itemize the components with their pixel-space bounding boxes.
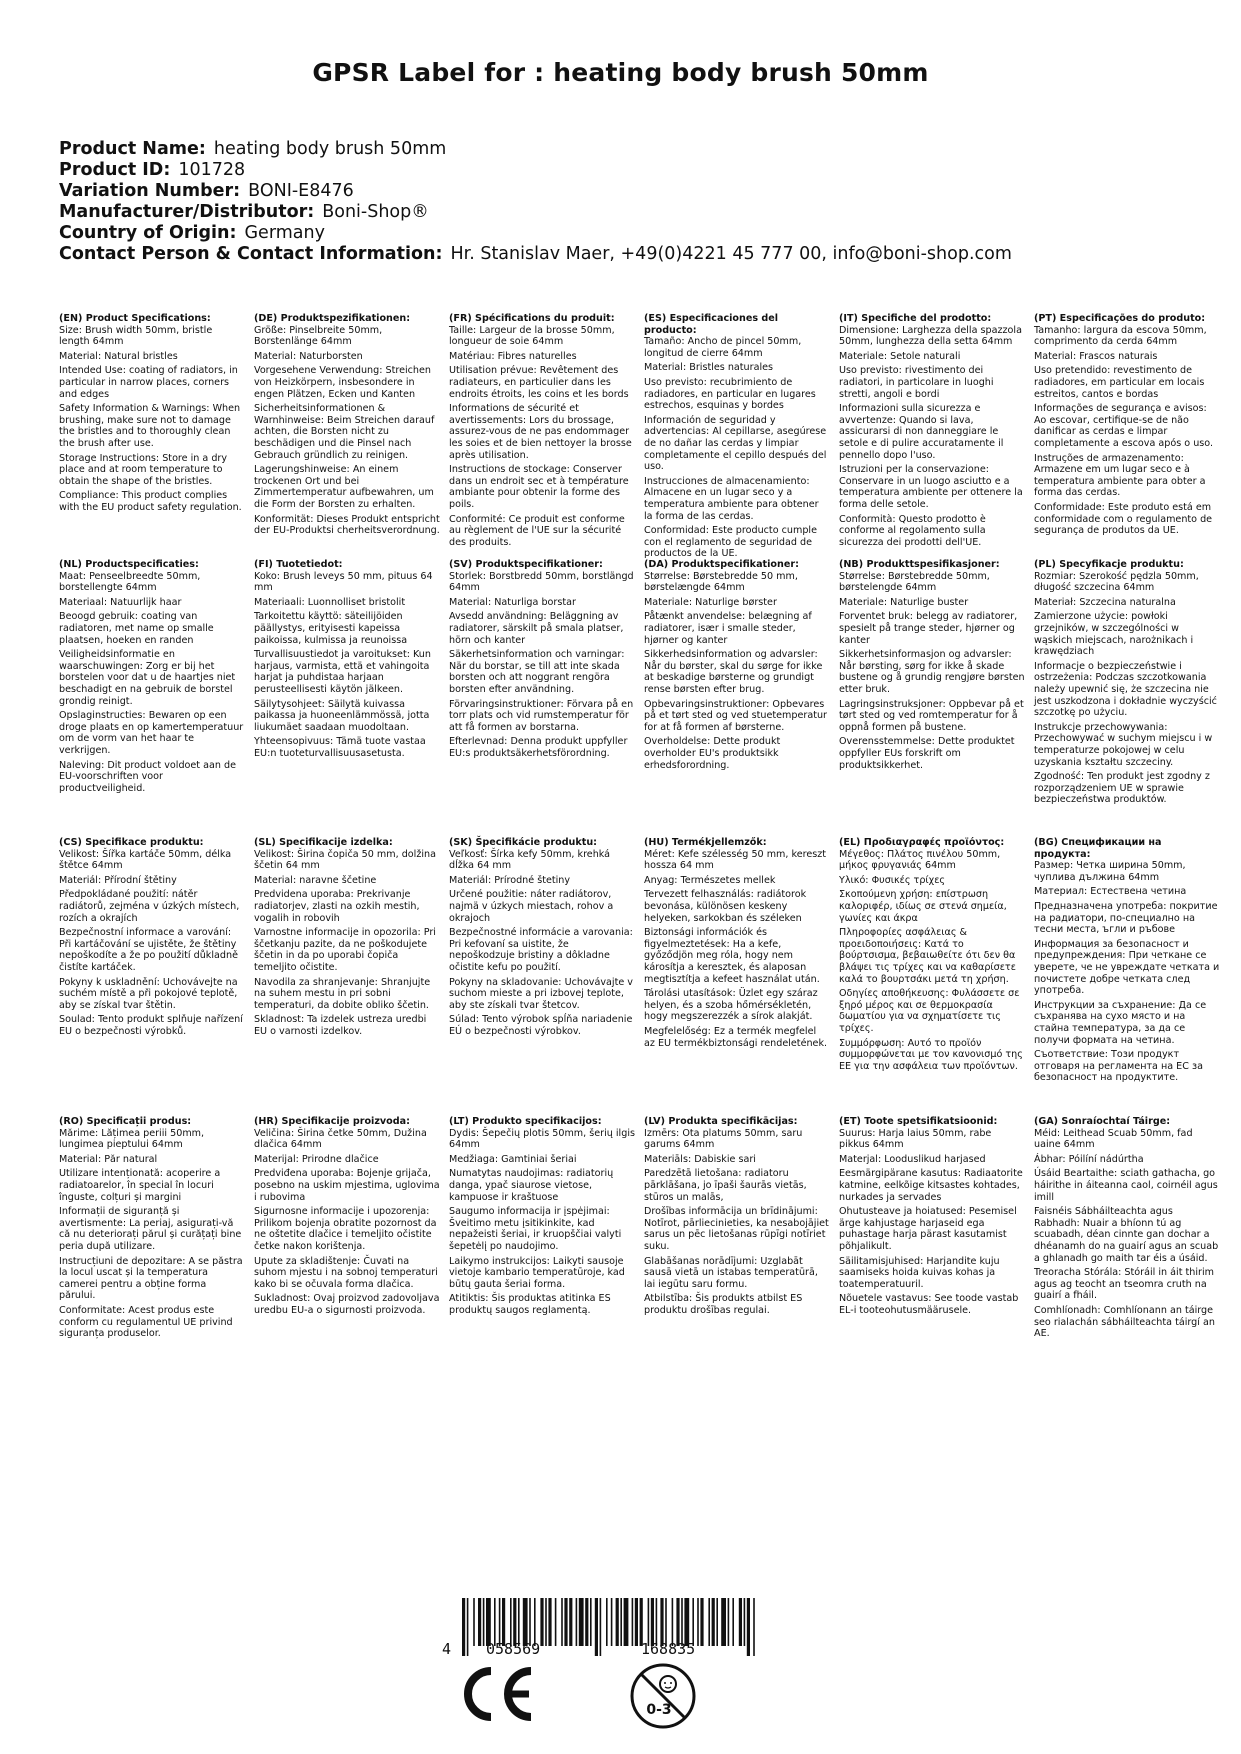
spec-line: Uso pretendido: revestimento de radiadores, em particular em locais estreitos, cantos e bordas	[1034, 365, 1205, 400]
spec-line: Utilizare intenționată: acoperire a radiatoarelor, în special în locuri înguste, colțuri și margini	[59, 1168, 221, 1203]
spec-heading: (NB) Produkttspesifikasjoner:	[839, 559, 1000, 570]
info-country-of-origin	[59, 223, 1012, 244]
spec-heading: (PL) Specyfikacje produktu:	[1034, 559, 1184, 570]
spec-heading: (HU) Termékjellemzők:	[644, 837, 767, 848]
spec-heading: (DA) Produktspecifikationer:	[644, 559, 799, 570]
spec-line: Saugumo informacija ir įspėjimai: Šveitimo metu įsitikinkite, kad nepažeisti šeriai, ir kruopščiai valyti šepetėlį po naudojimo.	[449, 1206, 622, 1252]
spec-block	[449, 559, 635, 763]
spec-line: Koko: Brush leveys 50 mm, pituus 64 mm	[254, 570, 433, 594]
spec-block	[839, 559, 1025, 774]
spec-line: Forventet bruk: belegg av radiatorer, spesielt på trange steder, hjørner og kanter	[839, 611, 1018, 646]
spec-block	[839, 313, 1025, 551]
spec-block	[644, 313, 830, 563]
barcode-bar	[576, 1598, 578, 1646]
spec-block	[59, 313, 245, 517]
barcode-bar	[585, 1598, 588, 1646]
spec-line: Tervezett felhasználás: radiátorok bevonása, különösen keskeny helyeken, sarkokban és széleken	[644, 889, 807, 924]
barcode-bar	[486, 1598, 491, 1646]
barcode-bar	[676, 1598, 679, 1646]
barcode-bar	[510, 1598, 512, 1646]
spec-block	[449, 313, 635, 551]
barcode-bar	[681, 1598, 683, 1646]
spec-line: Paredzētā lietošana: radiatoru pārklāšana, jo īpaši šaurās vietās, stūros un malās,	[644, 1168, 807, 1203]
barcode-bar	[656, 1598, 658, 1646]
spec-line: Instruções de armazenamento: Armazene em um lugar seco e à temperatura ambiente para obter a forma das cerdas.	[1034, 452, 1206, 499]
spec-line: Velikost: Šířka kartáče 50mm, délka štětce 64mm	[59, 848, 232, 872]
spec-block	[644, 1116, 830, 1320]
spec-line: Sicherheitsinformationen & Warnhinweise: Beim Streichen darauf achten, die Borsten nicht zu beschädigen und die Pinsel nach Gebrauch gründlich zu reinigen.	[254, 403, 435, 461]
spec-line: Utilisation prévue: Revêtement des radiateurs, en particulier dans les endroits étroits, les coins et les bords	[449, 365, 629, 400]
spec-line: Intended Use: coating of radiators, in particular in narrow places, corners and edges	[59, 365, 238, 400]
spec-line: Размер: Четка ширина 50mm, чуплива дължина 64mm	[1034, 860, 1186, 883]
spec-line: Materiál: Prírodné štetiny	[449, 874, 571, 886]
spec-line: Soulad: Tento produkt splňuje nařízení EU o bezpečnosti výrobků.	[59, 1014, 243, 1037]
spec-line: Materiaal: Natuurlijk haar	[59, 596, 182, 608]
spec-line: Informations de sécurité et avertissements: Lors du brossage, assurez-vous de ne pas endommager les soies et de bien nettoyer la brosse après utilisation.	[449, 403, 632, 461]
spec-line: Υλικό: Φυσικές τρίχες	[839, 874, 946, 886]
spec-line: Materiaali: Luonnolliset bristolit	[254, 596, 406, 608]
spec-line: Størrelse: Børstebredde 50mm, børstelengde 64mm	[839, 570, 990, 594]
page-title: GPSR Label for : heating body brush 50mm	[312, 58, 929, 87]
spec-line: Tárolási utasítások: Üzlet egy száraz helyen, és a szoba hőmérsékletén, hogy megszerezzék a sírok alakját.	[644, 988, 818, 1023]
spec-line: Megfelelőség: Ez a termék megfelel az EU termékbiztonsági rendeletének.	[644, 1025, 828, 1049]
barcode-bar	[697, 1598, 699, 1646]
spec-line: Yhteensopivuus: Tämä tuote vastaa EU:n tuoteturvallisuusasetusta.	[254, 736, 426, 759]
spec-block	[59, 559, 245, 797]
spec-line: Οδηγίες αποθήκευσης: Φυλάσσετε σε ξηρό μέρος και σε θερμοκρασία δωματίου για να σχηματίσετε τις τρίχες.	[839, 988, 1020, 1034]
spec-line: Material: Frascos naturais	[1034, 350, 1158, 362]
spec-line: Anyag: Természetes mellek	[644, 874, 776, 886]
spec-line: Nõuetele vastavus: See toode vastab EL-i tooteohutusmäärusele.	[839, 1293, 1019, 1316]
spec-line: Información de seguridad y advertencias: Al cepillarse, asegúrese de no dañar las cerdas y limpiar completamente el cepillo después del uso.	[644, 414, 827, 473]
barcode-bar	[684, 1598, 689, 1646]
spec-line: Uso previsto: recubrimiento de radiadores, en particular en lugares estrechos, esquinas y bordes	[644, 376, 816, 412]
spec-line: Vorgesehene Verwendung: Streichen von Heizkörpern, insbesondere in engen Plätzen, Ecken und Kanten	[254, 365, 431, 400]
spec-line: Ohutusteave ja hoiatused: Pesemisel ärge kahjustage harjaseid ega puhastage harja pärast kasutamist põhjalikult.	[839, 1206, 1017, 1252]
spec-line: Varnostne informacije in opozorila: Pri ščetkanju pazite, da ne poškodujete ščetin in da po uporabi čopiča temeljito očistite.	[254, 927, 436, 973]
barcode-bar	[635, 1598, 638, 1646]
spec-heading: (ES) Especificaciones del producto:	[644, 313, 779, 336]
barcode-bar	[753, 1598, 755, 1656]
barcode-bar	[600, 1598, 602, 1656]
spec-line: Säilytysohjeet: Säilytä kuivassa paikassa ja huoneenlämmössä, jotta liukumäet saadaan muodoltaan.	[254, 698, 430, 733]
info-value: Boni-Shop®	[322, 202, 429, 222]
spec-line: Predvidena uporaba: Prekrivanje radiatorjev, zlasti na ozkih mestih, vogalih in robovih	[254, 889, 420, 924]
spec-line: Materjal: Looduslikud harjased	[839, 1153, 986, 1165]
barcode-bar	[640, 1598, 643, 1646]
barcode-bar	[467, 1598, 469, 1656]
spec-line: Material: Bristles naturales	[644, 362, 774, 374]
spec-heading: (NL) Productspecificaties:	[59, 559, 199, 570]
spec-line: Materiale: Setole naturali	[839, 350, 961, 362]
spec-line: Treoracha Stórála: Stóráil in áit thirim agus ag teocht an tseomra cruth na guairí a fháil.	[1034, 1267, 1214, 1302]
spec-line: Materiál: Přírodní štětiny	[59, 874, 177, 886]
spec-line: Dydis: Šepečių plotis 50mm, šerių ilgis 64mm	[449, 1127, 635, 1151]
spec-line: Zgodność: Ten produkt jest zgodny z rozporządzeniem UE w sprawie bezpieczeństwa produktów.	[1034, 771, 1210, 806]
spec-line: Předpokládané použití: nátěr radiátorů, zejména v úzkých místech, rozích a okrajích	[59, 889, 240, 924]
spec-line: Compliance: This product complies with the EU product safety regulation.	[59, 490, 242, 513]
spec-block	[254, 1116, 440, 1320]
spec-line: Súlad: Tento výrobok spĺňa nariadenie EÚ o bezpečnosti výrobkov.	[449, 1014, 633, 1037]
spec-line: Informacje o bezpieczeństwie i ostrzeżenia: Podczas szczotkowania należy upewnić się, że szczecina nie jest uszkodzona i dokładnie wyczyścić szczotkę po użyciu.	[1034, 660, 1217, 719]
spec-line: Avsedd användning: Beläggning av radiatorer, särskilt på smala platser, hörn och kanter	[449, 611, 624, 646]
spec-line: Istruzioni per la conservazione: Conservare in un luogo asciutto e a temperatura ambiente per ottenere la forma delle setole.	[839, 464, 1023, 510]
spec-line: Konformität: Dieses Produkt entspricht der EU-Produktsi cherheitsverordnung.	[254, 513, 440, 537]
spec-line: Navodila za shranjevanje: Shranjujte na suhem mestu in pri sobni temperaturi, da dobite obliko ščetin.	[254, 976, 431, 1011]
spec-heading: (SV) Produktspecifikationer:	[449, 559, 603, 570]
spec-block	[839, 837, 1025, 1075]
spec-line: Uso previsto: rivestimento dei radiatori, in particolare in luoghi stretti, angoli e bordi	[839, 365, 994, 400]
spec-line: Säilitamisjuhised: Harjandite kuju saamiseks hoida kuivas kohas ja toatemperatuuril.	[839, 1255, 1000, 1290]
spec-line: Material: Naturborsten	[254, 350, 363, 362]
spec-line: Sikkerhedsinformation og advarsler: Når du børster, skal du sørge for ikke at beskadige børsterne og grundigt rense børsten efter brug.	[644, 649, 823, 695]
spec-line: Informazioni sulla sicurezza e avvertenze: Quando si lava, assicurarsi di non danneggiare le setole e di pulire accuratamente il pennello dopo l'uso.	[839, 403, 1004, 461]
barcode-bar	[651, 1598, 654, 1646]
barcode-left-digits: 058569	[486, 1640, 541, 1658]
barcode-bar	[494, 1598, 496, 1646]
info-value: BONI-E8476	[248, 181, 354, 201]
spec-block	[59, 837, 245, 1041]
spec-line: Overensstemmelse: Dette produktet oppfyller EUs forskrift om produktsikkerhet.	[839, 736, 1015, 771]
barcode-lead-digit: 4	[442, 1640, 452, 1658]
spec-block	[1034, 559, 1220, 809]
spec-heading: (CS) Specifikace produktu:	[59, 837, 204, 848]
spec-heading: (LV) Produkta specifikācijas:	[644, 1116, 798, 1127]
spec-line: Overholdelse: Dette produkt overholder EU's produktsikk erhedsforordning.	[644, 736, 781, 771]
barcode-bar	[744, 1598, 746, 1646]
barcode-bar	[545, 1598, 547, 1646]
barcode-bar	[569, 1598, 572, 1646]
barcode-bar	[672, 1598, 674, 1646]
barcode-bar	[555, 1598, 557, 1646]
info-value: 101728	[178, 160, 246, 180]
spec-line: Size: Brush width 50mm, bristle length 64mm	[59, 324, 213, 348]
spec-line: Safety Information & Warnings: When brushing, make sure not to damage the bristles and to thoroughly clean the brush after use.	[59, 403, 241, 449]
spec-heading: (SL) Specifikacije izdelka:	[254, 837, 393, 848]
spec-line: Materijal: Prirodne dlačice	[254, 1153, 379, 1165]
spec-line: Glabāšanas norādījumi: Uzglabāt sausā vietā un istabas temperatūrā, lai iegūtu saru formu.	[644, 1255, 818, 1290]
barcode-bar	[513, 1598, 516, 1646]
barcode-bar	[523, 1598, 528, 1646]
barcode-bar	[660, 1598, 663, 1646]
spec-line: Conformidad: Este producto cumple con el reglamento de seguridad de productos de la UE.	[644, 525, 817, 560]
spec-block	[254, 559, 440, 763]
barcode-bar	[561, 1598, 563, 1646]
info-label: Country of Origin:	[59, 223, 237, 243]
info-product-id	[59, 160, 1012, 181]
barcode-bar	[579, 1598, 584, 1646]
spec-line: Faisnéis Sábháilteachta agus Rabhadh: Nuair a bhíonn tú ag scuabadh, déan cinnte gan dochar a dhéanamh do na guairí agus an scuab a ghlanadh go maith tar éis a úsáid.	[1034, 1206, 1219, 1264]
spec-block	[254, 837, 440, 1041]
barcode-bar	[606, 1598, 608, 1646]
spec-line: Tarkoitettu käyttö: säteilijöiden päällystys, erityisesti kapeissa paikoissa, kulmissa ja reunoissa	[254, 611, 408, 646]
spec-line: Materiale: Naturlige børster	[644, 596, 777, 608]
spec-heading: (GA) Sonraíochtaí Táirge:	[1034, 1116, 1171, 1127]
barcode-bar	[499, 1598, 501, 1646]
info-value: Hr. Stanislav Maer, +49(0)4221 45 777 00, info@boni-shop.com	[450, 244, 1012, 264]
barcode-bar	[590, 1598, 592, 1646]
spec-line: Материал: Естествена четина	[1034, 886, 1187, 898]
info-label: Variation Number:	[59, 181, 241, 201]
barcode-bar	[564, 1598, 567, 1646]
spec-line: Instructions de stockage: Conserver dans un endroit sec et à température ambiante pour obtenir la forme des poils.	[449, 464, 629, 510]
spec-line: Comhlíonadh: Comhlíonann an táirge seo rialachán sábháilteachta táirgí an AE.	[1034, 1304, 1215, 1340]
spec-line: Izmērs: Ota platums 50mm, saru garums 64mm	[644, 1127, 803, 1151]
spec-block	[449, 837, 635, 1041]
spec-line: Conformité: Ce produit est conforme au règlement de l'UE sur la sécurité des produits.	[449, 513, 625, 548]
spec-line: Συμμόρφωση: Αυτό το προϊόν συμμορφώνεται με τον κανονισμό της ΕΕ για την ασφάλεια των προϊόντων.	[839, 1037, 1023, 1072]
spec-block	[644, 837, 830, 1052]
spec-line: Förvaringsinstruktioner: Förvara på en torr plats och vid rumstemperatur för att få formen av borstarna.	[449, 698, 634, 733]
barcode-bar	[721, 1598, 726, 1646]
spec-line: Instrucciones de almacenamiento: Almacene en un lugar seco y a temperatura ambiente para obtener la forma de las cerdas.	[644, 475, 819, 522]
barcode-bar	[747, 1598, 750, 1656]
info-manufacturer	[59, 202, 1012, 223]
spec-line: Efterlevnad: Denna produkt uppfyller EU:s produktsäkerhetsförordning.	[449, 736, 628, 759]
barcode-bar	[518, 1598, 520, 1646]
age-label: 0-3	[646, 1702, 672, 1718]
spec-line: Sikkerhetsinformasjon og advarsler: Når børsting, sørg for ikke å skade bustene og å grundig rengjøre børsten etter bruk.	[839, 649, 1025, 695]
spec-line: Storage Instructions: Store in a dry place and at room temperature to obtain the shape of the bristles.	[59, 452, 228, 487]
barcode-bar	[624, 1598, 629, 1646]
spec-line: Conformitate: Acest produs este conform cu regulamentul UE privind siguranța produselor.	[59, 1304, 233, 1340]
product-info	[59, 139, 1012, 265]
spec-line: Méid: Leithead Scuab 50mm, fad uaine 64mm	[1034, 1127, 1193, 1151]
spec-block	[1034, 837, 1220, 1087]
spec-line: Taille: Largeur de la brosse 50mm, longueur de soie 64mm	[449, 324, 615, 348]
spec-line: Dimensione: Larghezza della spazzola 50mm, lunghezza della setta 64mm	[839, 324, 1022, 348]
spec-line: Größe: Pinselbreite 50mm, Borstenlänge 64mm	[254, 324, 383, 348]
spec-line: Conformità: Questo prodotto è conforme al regolamento sulla sicurezza dei prodotti dell'UE.	[839, 513, 986, 548]
spec-line: Информация за безопасност и предупреждения: При четкане се уверете, че не увреждате четката и почистете добре четката след употреба.	[1034, 938, 1220, 997]
barcode-bar	[700, 1598, 703, 1646]
spec-line: Material: Păr natural	[59, 1153, 158, 1165]
spec-heading: (DE) Produktspezifikationen:	[254, 313, 411, 324]
spec-line: Eesmärgipärane kasutus: Radiaatorite katmine, eelkõige kitsastes kohtades, nurkades ja servades	[839, 1168, 1023, 1203]
spec-block	[1034, 1116, 1220, 1343]
spec-heading: (FR) Spécifications du produit:	[449, 313, 615, 324]
barcode-bar	[632, 1598, 634, 1646]
age-warning-icon	[629, 1662, 697, 1730]
barcode-bar	[483, 1598, 485, 1646]
barcode-bar	[716, 1598, 718, 1646]
spec-line: Pokyny na skladovanie: Uchovávajte v suchom mieste a pri izbovej teplote, aby ste získali tvar štetcov.	[449, 976, 633, 1011]
spec-line: Upute za skladištenje: Čuvati na suhom mjestu i na sobnoj temperaturi kako bi se očuvala forma dlačica.	[254, 1255, 438, 1290]
spec-line: Påtænkt anvendelse: belægning af radiatorer, især i smalle steder, hjørner og kanter	[644, 611, 812, 646]
barcode-bar	[502, 1598, 505, 1646]
barcode-bar	[712, 1598, 715, 1646]
barcode-bar	[620, 1598, 622, 1646]
spec-block	[59, 1116, 245, 1343]
spec-line: Ábhar: Póilíní nádúrtha	[1034, 1153, 1144, 1165]
spec-block	[839, 1116, 1025, 1320]
spec-block	[449, 1116, 635, 1320]
spec-line: Materiale: Naturlige buster	[839, 596, 969, 608]
barcode-bar	[478, 1598, 481, 1646]
barcode-bar	[611, 1598, 613, 1646]
spec-line: Πληροφορίες ασφάλειας & προειδοποιήσεις: Κατά το βούρτσισμα, βεβαιωθείτε ότι δεν θα βλάψει τις τρίχες και να καθαρίσετε καλά το βουρτσάκι μετά τη χρήση.	[839, 927, 1016, 985]
spec-line: Sigurnosne informacije i upozorenja: Prilikom bojenja obratite pozornost da ne oštetite dlačice i temeljito očistite četke nakon korištenja.	[254, 1206, 437, 1252]
barcode-bar	[616, 1598, 619, 1646]
info-label: Product Name:	[59, 139, 206, 159]
info-variation-number	[59, 181, 1012, 202]
spec-heading: (HR) Specifikacije proizvoda:	[254, 1116, 410, 1127]
spec-heading: (SK) Špecifikácie produktu:	[449, 837, 598, 848]
spec-line: Mărime: Lățimea periii 50mm, lungimea pieptului 64mm	[59, 1127, 205, 1151]
spec-line: Rozmiar: Szerokość pędzla 50mm, długość szczecina 64mm	[1034, 570, 1199, 594]
spec-line: Naleving: Dit product voldoet aan de EU-voorschriften voor productveiligheid.	[59, 759, 236, 794]
spec-line: Numatytas naudojimas: radiatorių danga, ypač siaurose vietose, kampuose ir kraštuose	[449, 1168, 614, 1203]
spec-line: Atbilstība: Šis produkts atbilst ES produktu drošības regulai.	[644, 1293, 803, 1316]
barcode-bar	[732, 1598, 734, 1646]
barcode-bar	[534, 1598, 536, 1646]
spec-heading: (RO) Specificații produs:	[59, 1116, 192, 1127]
spec-line: Material: Natural bristles	[59, 350, 178, 362]
spec-line: Bezpečnostní informace a varování: Při kartáčování se ujistěte, že štětiny nepoškodíte a že po použití důkladně čistíte kartáček.	[59, 927, 238, 973]
spec-line: Materiał: Szczecina naturalna	[1034, 596, 1176, 608]
spec-line: Opslaginstructies: Bewaren op een droge plaats en op kamertemperatuur om de vorm van het haar te verkrijgen.	[59, 710, 244, 756]
spec-line: Drošības informācija un brīdinājumi: Notīrot, pārliecinieties, ka nesabojājiet sarus un pēc lietošanas rūpīgi notīriet suku.	[644, 1206, 829, 1252]
spec-line: Tamaño: Ancho de pincel 50mm, longitud de cierre 64mm	[644, 336, 802, 359]
spec-line: Biztonsági információk és figyelmeztetések: Ha a kefe, győződjön meg róla, hogy nem károsítja a keresztek, és alaposan megtisztítja a kefeet használat után.	[644, 927, 820, 985]
spec-line: Skladnost: Ta izdelek ustreza uredbi EU o varnosti izdelkov.	[254, 1014, 427, 1037]
spec-heading: (EN) Product Specifications:	[59, 313, 211, 324]
spec-line: Bezpečnostné informácie a varovania: Pri kefovaní sa uistite, že nepoškodzuje bristiny a dôkladne očistite kefu po použití.	[449, 927, 633, 973]
spec-line: Úsáid Beartaithe: sciath gathacha, go háirithe in áiteanna caol, coirnéil agus imill	[1034, 1168, 1218, 1203]
spec-line: Tamanho: largura da escova 50mm, comprimento da cerda 64mm	[1034, 324, 1207, 348]
spec-line: Instrucțiuni de depozitare: A se păstra la locul uscat și la temperatura camerei pentru a obține forma părului.	[59, 1255, 243, 1302]
spec-line: Lagerungshinweise: An einem trockenen Ort und bei Zimmertemperatur aufbewahren, um die Form der Borsten zu erhalten.	[254, 464, 434, 510]
spec-line: Turvallisuustiedot ja varoitukset: Kun harjaus, varmista, että et vahingoita harjat ja puhdistaa harjaan perusteellisesti käytön jälkeen.	[254, 649, 431, 695]
barcode-bar	[708, 1598, 710, 1646]
spec-heading: (EL) Προδιαγραφές προϊόντος:	[839, 837, 1005, 848]
spec-line: Σκοπούμενη χρήση: επίστρωση καλοριφέρ, ιδίως σε στενά σημεία, γωνίες και άκρα	[839, 889, 1007, 924]
spec-line: Beoogd gebruik: coating van radiatoren, met name op smalle plaatsen, hoeken en randen	[59, 611, 214, 646]
spec-line: Предназначена употреба: покритие на радиатори, по-специално на тесни места, ъгли и ръбове	[1034, 900, 1218, 936]
info-product-name	[59, 139, 1012, 160]
spec-line: Съответствие: Този продукт отговаря на регламента на ЕС за безопасност на продуктите.	[1034, 1049, 1203, 1084]
spec-line: Storlek: Borstbredd 50mm, borstlängd 64mm	[449, 570, 634, 594]
spec-line: Material: naravne ščetine	[254, 874, 377, 886]
spec-line: Opbevaringsinstruktioner: Opbevares på et tørt sted og ved stuetemperatur for at få formen af børsterne.	[644, 698, 828, 733]
barcode-right-digits: 168835	[641, 1640, 696, 1658]
spec-block	[644, 559, 830, 774]
spec-line: Størrelse: Børstebredde 50 mm, børstelængde 64mm	[644, 570, 798, 594]
spec-line: Medžiaga: Gamtiniai šeriai	[449, 1153, 577, 1165]
barcode-bar	[548, 1598, 551, 1646]
spec-line: Materiāls: Dabiskie sari	[644, 1153, 756, 1165]
spec-line: Μέγεθος: Πλάτος πινέλου 50mm, μήκος φρυγανιάς 64mm	[839, 848, 1001, 872]
spec-line: Pokyny k uskladnění: Uchovávejte na suchém místě a při pokojové teplotě, aby se získal tvar štětin.	[59, 976, 238, 1011]
spec-heading: (FI) Tuotetiedot:	[254, 559, 343, 570]
barcode-bar	[462, 1598, 465, 1656]
spec-heading: (BG) Спецификации на продукта:	[1034, 837, 1162, 860]
spec-line: Predviđena uporaba: Bojenje grijača, posebno na uskim mjestima, uglovima i rubovima	[254, 1168, 440, 1203]
barcode-bar	[692, 1598, 694, 1646]
spec-line: Sukladnost: Ovaj proizvod zadovoljava uredbu EU-a o sigurnosti proizvoda.	[254, 1293, 440, 1316]
spec-line: Informații de siguranță și avertismente: La periaj, asigurați-vă că nu deteriorați părul și curățați bine peria după utilizare.	[59, 1206, 242, 1252]
barcode-bar	[529, 1598, 531, 1646]
spec-block	[254, 313, 440, 540]
spec-line: Suurus: Harja laius 50mm, rabe pikkus 64mm	[839, 1127, 992, 1151]
spec-line: Veličina: Širina četke 50mm, Dužina dlačica 64mm	[254, 1127, 427, 1151]
spec-line: Instrukcje przechowywania: Przechowywać w suchym miejscu i w temperaturze pokojowej w celu uzyskania kształtu szczeciny.	[1034, 721, 1213, 768]
barcode-bar	[540, 1598, 543, 1646]
spec-line: Velikost: Širina čopiča 50 mm, dolžina ščetin 64 mm	[254, 848, 436, 872]
info-label: Manufacturer/Distributor:	[59, 202, 315, 222]
barcode-bar	[665, 1598, 667, 1646]
spec-line: Maat: Penseelbreedte 50mm, borstellengte 64mm	[59, 570, 201, 594]
barcode-bar	[728, 1598, 730, 1646]
barcode-bar	[473, 1598, 475, 1646]
spec-line: Informações de segurança e avisos: Ao escovar, certifique-se de não danificar as cerdas e limpar completamente a escova após o uso.	[1034, 403, 1214, 449]
spec-line: Conformidade: Este produto está em conformidade com o regulamento de segurança de produtos da UE.	[1034, 501, 1213, 537]
spec-line: Veľkosť: Šírka kefy 50mm, krehká dĺžka 64 mm	[449, 848, 611, 872]
spec-line: Matériau: Fibres naturelles	[449, 350, 577, 362]
spec-heading: (ET) Toote spetsifikatsioonid:	[839, 1116, 998, 1127]
info-value: Germany	[244, 223, 325, 243]
spec-heading: (LT) Produkto specifikacijos:	[449, 1116, 602, 1127]
info-label: Contact Person & Contact Information:	[59, 244, 443, 264]
spec-line: Méret: Kefe szélesség 50 mm, kereszt hossza 64 mm	[644, 848, 827, 872]
spec-heading: (PT) Especificações do produto:	[1034, 313, 1206, 324]
spec-line: Zamierzone użycie: powłoki grzejników, w szczególności w wąskich miejscach, narożnikach i krawędziach	[1034, 611, 1194, 658]
barcode-bar	[739, 1598, 742, 1646]
ce-mark	[457, 1665, 537, 1723]
spec-line: Инструкции за съхранение: Да се съхранява на сухо място и на стайна температура, за да се получи формата на четина.	[1034, 999, 1207, 1046]
spec-line: Laikymo instrukcijos: Laikyti sausoje vietoje kambario temperatūroje, kad būtų gauta šeriai forma.	[449, 1255, 625, 1290]
barcode-bar	[648, 1598, 650, 1646]
spec-line: Atitiktis: Šis produktas atitinka ES produktų saugos reglamentą.	[449, 1293, 611, 1316]
info-contact	[59, 244, 1012, 265]
spec-line: Určené použitie: náter radiátorov, najmä v úzkych miestach, rohov a okrajoch	[449, 889, 614, 924]
spec-line: Material: Naturliga borstar	[449, 596, 576, 608]
info-label: Product ID:	[59, 160, 171, 180]
spec-heading: (IT) Specifiche del prodotto:	[839, 313, 992, 324]
barcode-bar	[595, 1598, 598, 1656]
spec-block	[1034, 313, 1220, 540]
spec-line: Lagringsinstruksjoner: Oppbevar på et tørt sted og ved romtemperatur for å oppnå formen på bustene.	[839, 698, 1024, 733]
spec-line: Säkerhetsinformation och varningar: När du borstar, se till att inte skada borsten och att noggrant rengöra borsten efter användning.	[449, 649, 625, 695]
spec-line: Veiligheidsinformatie en waarschuwingen: Zorg er bij het borstelen voor dat u de haartjes niet beschadigt en na gebruik de borstel grondig reinigt.	[59, 649, 236, 707]
info-value: heating body brush 50mm	[213, 139, 447, 159]
